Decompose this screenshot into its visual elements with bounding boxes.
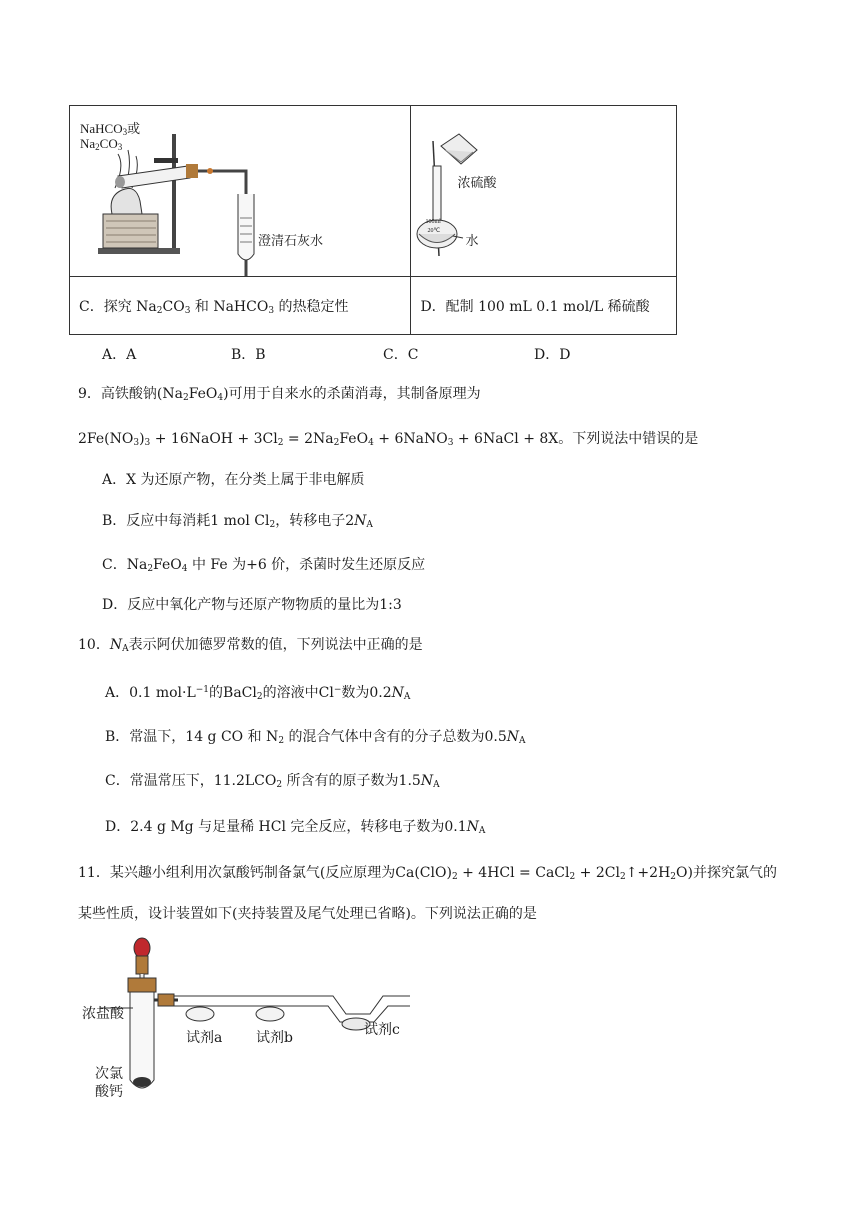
d-flask-volume: 100ml	[425, 219, 441, 225]
c-label-reagent: NaHCO$_3$或	[80, 121, 141, 137]
q8-option-a: A．A	[102, 347, 137, 363]
dilution-apparatus	[411, 106, 676, 276]
q9-equation: $2Fe(NO_3)_3$ + 16NaOH + $3Cl_2 = 2Na_2FeO_4$ + 6NaNO$_3$ + 6NaCl + 8X。下列说法中错误的是	[78, 431, 699, 448]
d-label-acid: 浓硫酸	[457, 176, 497, 191]
cell-d-figure	[411, 106, 677, 277]
experiment-table	[69, 105, 677, 335]
q11-stem-line2: 某些性质，设计装置如下(夹持装置及尾气处理已省略)。下列说法正确的是	[78, 906, 537, 922]
q10-option-a: A．0.1 $mol\cdot L^{-1}$的BaCl$_2$的溶液中Cl−数为$0.2N_A$	[105, 685, 411, 702]
cell-c-figure	[70, 106, 411, 277]
q9-option-b: B．反应中每消耗1 mol $Cl_2$，转移电子$2N_A$	[102, 513, 373, 530]
q8-option-c: C．C	[383, 347, 419, 363]
q9-stem: 9．高铁酸钠$(Na_2FeO_4)$可用于自来水的杀菌消毒，其制备原理为	[78, 386, 481, 403]
c-label-reagent-2: $Na_2CO_3$	[80, 136, 123, 152]
q10-option-c: C．常温常压下，$11.2LCO_2$ 所含有的原子数为$1.5N_A$	[105, 773, 440, 790]
c-label-limewater: 澄清石灰水	[258, 234, 324, 249]
q11-label-reagent-b: 试剂b	[256, 1030, 293, 1046]
q9-option-d: D．反应中氧化产物与还原产物物质的量比为1:3	[102, 597, 402, 613]
q10-option-b: B．常温下，14 g CO 和 $N_2$ 的混合气体中含有的分子总数为$0.5N_A$	[105, 729, 526, 746]
chlorine-apparatus	[78, 930, 418, 1100]
d-flask-temp: 20℃	[427, 228, 441, 234]
q11-stem-line1: 11．某兴趣小组利用次氯酸钙制备氯气(反应原理为$Ca(ClO)_2 + 4HCl$ = CaCl$_2$ + $2Cl_2↑+2H_2O$)并探究氯气的	[78, 865, 777, 882]
c-caption: C．探究 $Na_2CO_3$ 和 NaHCO$_3$ 的热稳定性	[70, 277, 411, 335]
d-caption: D．配制 100 mL 0.1 mol/L 稀硫酸	[411, 277, 677, 335]
q8-option-d: D．D	[534, 347, 571, 363]
q9-option-c: C．$Na_2FeO_4$ 中 Fe 为+6 价，杀菌时发生还原反应	[102, 557, 426, 574]
q11-label-solid-1: 次氯	[95, 1066, 123, 1082]
q10-option-d: D．2.4 g Mg 与足量稀 HCl 完全反应，转移电子数为$0.1N_A$	[105, 819, 486, 836]
q11-label-reagent-c: 试剂c	[364, 1022, 400, 1038]
q8-option-b: B．B	[231, 347, 266, 363]
q10-stem: 10．$N_A$表示阿伏加德罗常数的值，下列说法中正确的是	[78, 637, 423, 654]
thermal-stability-apparatus	[70, 106, 411, 276]
q11-label-acid: 浓盐酸	[82, 1006, 124, 1022]
q11-label-solid-2: 酸钙	[95, 1084, 123, 1100]
q11-label-reagent-a: 试剂a	[186, 1030, 223, 1046]
d-label-water: 水	[465, 234, 479, 249]
q9-option-a: A．X 为还原产物，在分类上属于非电解质	[102, 472, 365, 488]
